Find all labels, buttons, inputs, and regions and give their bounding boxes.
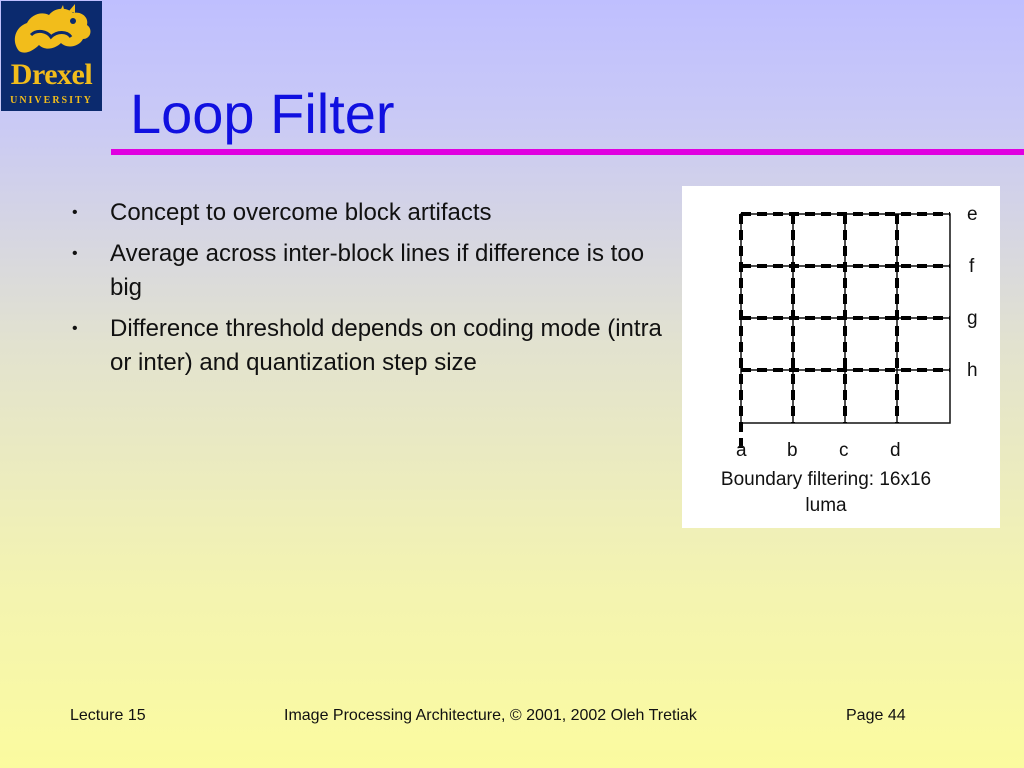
footer-lecture: Lecture 15 (70, 707, 146, 724)
slide-title: Loop Filter (130, 82, 395, 145)
figure-caption: Boundary filtering: 16x16 luma (720, 469, 932, 516)
dragon-icon (1, 1, 102, 61)
footer-course: Image Processing Architecture, © 2001, 2002 Oleh Tretiak (284, 707, 697, 724)
bullet-marker: • (72, 204, 78, 221)
row-label-h: h (967, 360, 978, 381)
title-underline (111, 149, 1024, 155)
footer-page-number: Page 44 (846, 707, 906, 724)
column-label-a: a (736, 440, 747, 461)
bullet-text: Concept to overcome block artifacts (110, 199, 492, 226)
bullet-item (72, 312, 672, 380)
bullet-text: Difference threshold depends on coding mode (intra or inter) and quantization step size (110, 315, 662, 376)
bullet-marker: • (72, 320, 78, 337)
drexel-logo (1, 1, 102, 111)
logo-subtitle: UNIVERSITY (10, 95, 93, 106)
logo-wordmark: Drexel (10, 58, 93, 91)
bullet-text: Average across inter-block lines if difference is too big (110, 240, 645, 301)
row-label-e: e (967, 204, 978, 225)
bullet-item (72, 237, 672, 305)
boundary-filter-figure (682, 186, 1000, 528)
column-label-d: d (890, 440, 901, 461)
row-label-g: g (967, 308, 978, 329)
bullet-item (72, 196, 672, 230)
bullet-list (72, 196, 672, 387)
column-label-c: c (839, 440, 849, 461)
column-label-b: b (787, 440, 798, 461)
bullet-marker: • (72, 245, 78, 262)
row-label-f: f (969, 256, 975, 277)
